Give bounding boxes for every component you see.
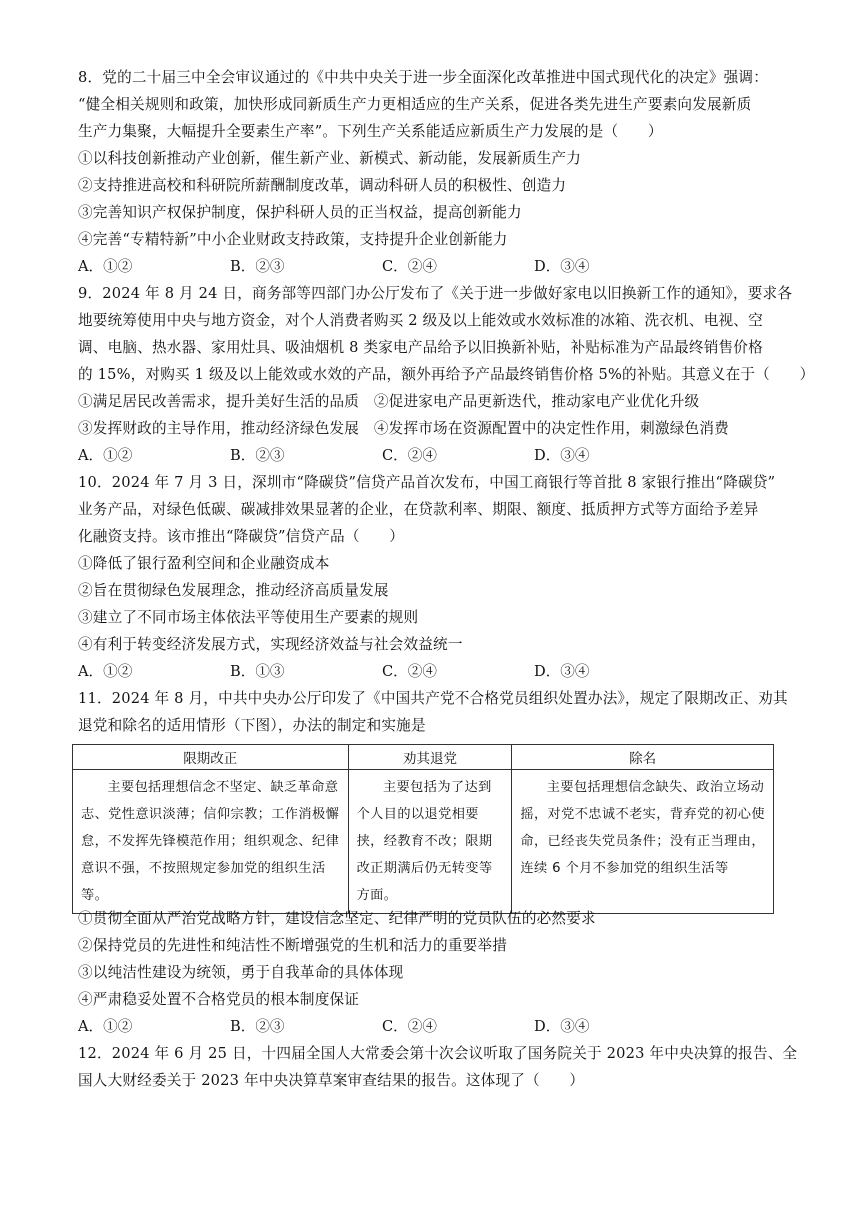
q11-option-d[interactable]: D．③④	[534, 1018, 590, 1035]
q9-option-b[interactable]: B．②③	[230, 447, 285, 464]
q8-option-d[interactable]: D．③④	[534, 258, 590, 275]
q9-stem-line: 地要统筹使用中央与地方资金，对个人消费者购买 2 级及以上能效或水效标准的冰箱、洗衣机、电视、空	[78, 312, 763, 329]
q11-options	[78, 1017, 698, 1037]
q9-option-c[interactable]: C．②④	[382, 447, 437, 464]
q11-statement: ①贯彻全面从严治党战略方针，建设信念坚定、纪律严明的党员队伍的必然要求	[78, 910, 596, 927]
table-header: 除名	[512, 745, 774, 770]
q9-stem-line: 调、电脑、热水器、家用灶具、吸油烟机 8 类家电产品给予以旧换新补贴，补贴标准为产品最终销售价格	[78, 339, 763, 356]
q12-stem-line: 12．2024 年 6 月 25 日，十四届全国人大常委会第十次会议听取了国务院关于 2023 年中央决算的报告、全	[78, 1045, 798, 1062]
q8-stem-line: “健全相关规则和政策，加快形成同新质生产力更相适应的生产关系，促进各类先进生产要素向发展新质	[78, 96, 752, 113]
q11-statement: ④严肃稳妥处置不合格党员的根本制度保证	[78, 991, 360, 1008]
table-row	[73, 770, 774, 914]
q10-option-b[interactable]: B．①③	[230, 663, 285, 680]
q9-statement: ③发挥财政的主导作用，推动经济绿色发展 ④发挥市场在资源配置中的决定性作用，刺激绿色消费	[78, 420, 729, 437]
q8-stem-line: 8．党的二十届三中全会审议通过的《中共中央关于进一步全面深化改革推进中国式现代化的决定》强调：	[78, 69, 769, 86]
q11-option-c[interactable]: C．②④	[382, 1018, 437, 1035]
q8-statement: ③完善知识产权保护制度，保护科研人员的正当权益，提高创新能力	[78, 204, 522, 221]
q11-statement: ②保持党员的先进性和纯洁性不断增强党的生机和活力的重要举措	[78, 937, 508, 954]
q11-option-a[interactable]: A．①②	[78, 1018, 133, 1035]
q10-statement: ④有利于转变经济发展方式，实现经济效益与社会效益统一	[78, 636, 463, 653]
table-header-row	[73, 745, 774, 770]
q10-option-c[interactable]: C．②④	[382, 663, 437, 680]
q8-statement: ①以科技创新推动产业创新，催生新产业、新模式、新动能，发展新质生产力	[78, 150, 581, 167]
table-cell: 主要包括理想信念不坚定、缺乏革命意志、党性意识淡薄；信仰宗教；工作消极懈怠，不发挥先锋模范作用；组织观念、纪律意识不强，不按照规定参加党的组织生活等。	[73, 770, 349, 914]
q8-statement: ④完善“专精特新”中小企业财政支持政策，支持提升企业创新能力	[78, 231, 508, 248]
q10-stem-line: 10．2024 年 7 月 3 日，深圳市“降碳贷”信贷产品首次发布，中国工商银行等首批 8 家银行推出“降碳贷”	[78, 474, 776, 491]
table-cell: 主要包括为了达到个人目的以退党相要挟，经教育不改；限期改正期满后仍无转变等方面。	[348, 770, 512, 914]
disposal-rules-table	[72, 744, 774, 914]
table-header: 劝其退党	[348, 745, 512, 770]
q10-option-d[interactable]: D．③④	[534, 663, 590, 680]
q12-stem-line: 国人大财经委关于 2023 年中央决算草案审查结果的报告。这体现了（ ）	[78, 1072, 585, 1089]
q10-statement: ②旨在贯彻绿色发展理念，推动经济高质量发展	[78, 582, 389, 599]
q8-statement: ②支持推进高校和科研院所薪酬制度改革，调动科研人员的积极性、创造力	[78, 177, 567, 194]
q10-stem-line: 业务产品，对绿色低碳、碳减排效果显著的企业，在贷款利率、期限、额度、抵质押方式等方面给予差异	[78, 501, 759, 518]
q11-statement: ③以纯洁性建设为统领，勇于自我革命的具体体现	[78, 964, 404, 981]
q8-option-c[interactable]: C．②④	[382, 258, 437, 275]
q9-stem-line: 的 15%，对购买 1 级及以上能效或水效的产品，额外再给予产品最终销售价格 5%的补贴。其意义在于（ ）	[78, 366, 815, 383]
q9-option-a[interactable]: A．①②	[78, 447, 133, 464]
table-cell: 主要包括理想信念缺失、政治立场动摇，对党不忠诚不老实，背弃党的初心使命，已经丧失党员条件；没有正当理由，连续 6 个月不参加党的组织生活等	[512, 770, 774, 914]
q10-stem-line: 化融资支持。该市推出“降碳贷”信贷产品（ ）	[78, 528, 404, 545]
q11-stem-line: 11．2024 年 8 月，中共中央办公厅印发了《中国共产党不合格党员组织处置办法》，规定了限期改正、劝其	[78, 690, 788, 707]
q9-option-d[interactable]: D．③④	[534, 447, 590, 464]
q9-stem-line: 9．2024 年 8 月 24 日，商务部等四部门办公厅发布了《关于进一步做好家电以旧换新工作的通知》，要求各	[78, 285, 793, 302]
q10-options	[78, 662, 698, 682]
q8-option-a[interactable]: A．①②	[78, 258, 133, 275]
q10-option-a[interactable]: A．①②	[78, 663, 133, 680]
q8-stem-line: 生产力集聚，大幅提升全要素生产率”。下列生产关系能适应新质生产力发展的是（ ）	[78, 123, 663, 140]
q8-options	[78, 257, 698, 277]
q11-option-b[interactable]: B．②③	[230, 1018, 285, 1035]
q9-statement: ①满足居民改善需求，提升美好生活的品质 ②促进家电产品更新迭代，推动家电产业优化升级	[78, 393, 700, 410]
q11-stem-line: 退党和除名的适用情形（下图），办法的制定和实施是	[78, 717, 426, 734]
q10-statement: ①降低了银行盈利空间和企业融资成本	[78, 555, 330, 572]
q8-option-b[interactable]: B．②③	[230, 258, 285, 275]
table-header: 限期改正	[73, 745, 349, 770]
q9-options	[78, 446, 698, 466]
q10-statement: ③建立了不同市场主体依法平等使用生产要素的规则	[78, 609, 419, 626]
